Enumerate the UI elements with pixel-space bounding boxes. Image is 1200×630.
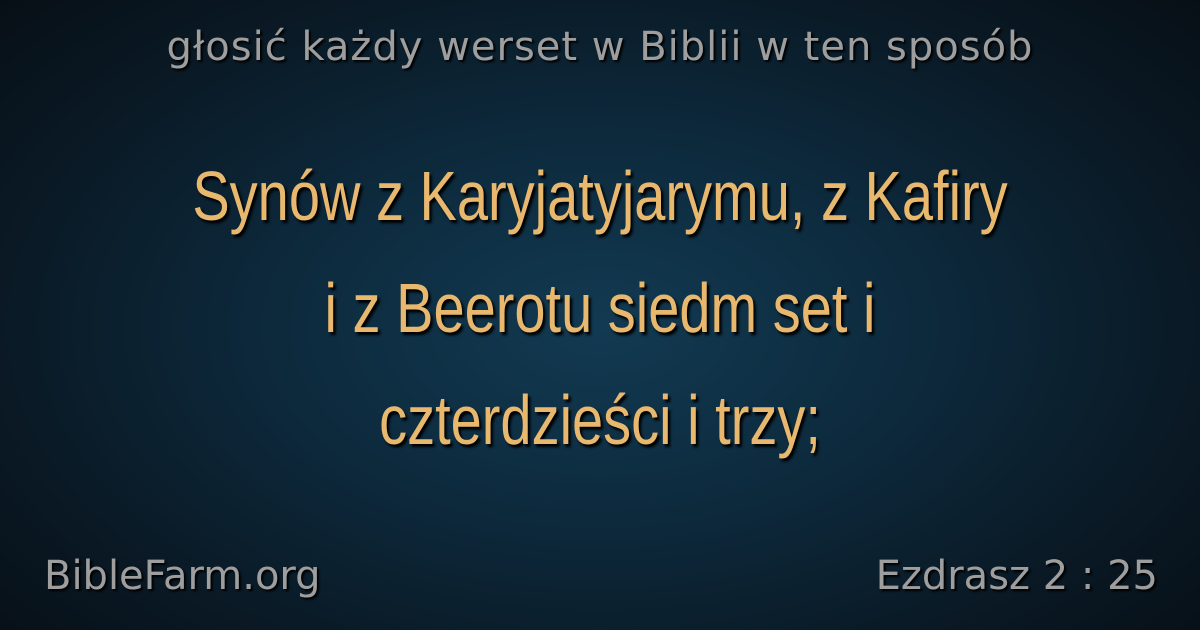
verse-text — [152, 140, 1048, 476]
verse-line: Synów z Karyjatyjarymu, z Kafiry — [192, 157, 1008, 235]
verse-line: czterdzieści i trzy; — [379, 381, 821, 459]
site-name: BibleFarm.org — [44, 553, 321, 599]
verse-reference: Ezdrasz 2 : 25 — [875, 553, 1158, 599]
verse-line: i z Beerotu siedm set i — [324, 269, 876, 347]
tagline: głosić każdy werset w Biblii w ten sposób — [166, 24, 1034, 70]
